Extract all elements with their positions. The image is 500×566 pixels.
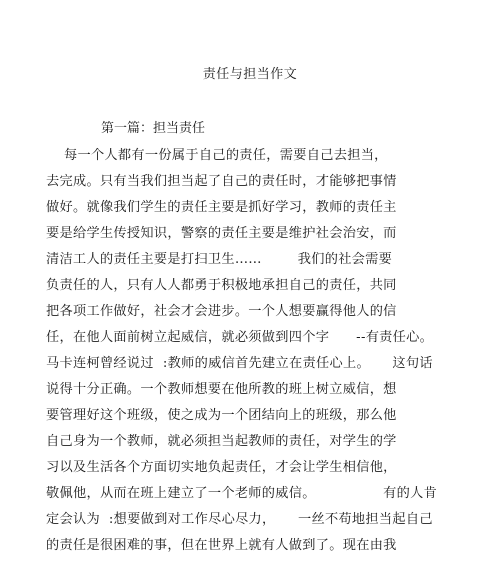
paragraph-line: 要是给学生传授知识，警察的责任主要是维护社会治安，而 [46,226,397,241]
paragraph-line: 任，在他人面前树立起威信，就必须做到四个字 --有责任心。 [46,330,434,345]
paragraph-line: 去完成。只有当我们担当起了自己的责任时，才能够把事情 [46,174,397,189]
paragraph-line: 做好。就像我们学生的责任主要是抓好学习，教师的责任主 [46,200,397,215]
paragraph-line: 要管理好这个班级，使之成为一个团结向上的班级，那么他 [46,408,397,423]
paragraph-line: 的责任是很困难的事，但在世界上就有人做到了。现在由我 [46,538,397,553]
section-heading: 第一篇：担当责任 [101,121,206,136]
paragraph-line: 习以及生活各个方面切实地负起责任，才会让学生相信他， [46,460,397,475]
paragraph-line: 自己身为一个教师，就必须担当起教师的责任，对学生的学 [46,434,397,449]
paragraph-line: 马卡连柯曾经说过 :教师的威信首先建立在责任心上。 这句话 [46,356,433,371]
paragraph-line: 说得十分正确。一个教师想要在他所教的班上树立威信，想 [46,382,397,397]
document-title: 责任与担当作文 [202,67,298,82]
paragraph-line: 把各项工作做好，社会才会进步。一个人想要赢得他人的信 [46,304,397,319]
paragraph-line: 每一个人都有一份属于自己的责任，需要自己去担当， [46,148,388,163]
paragraph-line: 定会认为 :想要做到对工作尽心尽力， 一丝不苟地担当起自己 [46,512,433,527]
paragraph-line: 清洁工人的责任主要是打扫卫生…… 我们的社会需要 [46,252,393,267]
paragraph-line: 负责任的人，只有人人都勇于积极地承担自己的责任，共同 [46,278,397,293]
paragraph-line: 敬佩他，从而在班上建立了一个老师的威信。 有的人肯 [46,486,438,501]
